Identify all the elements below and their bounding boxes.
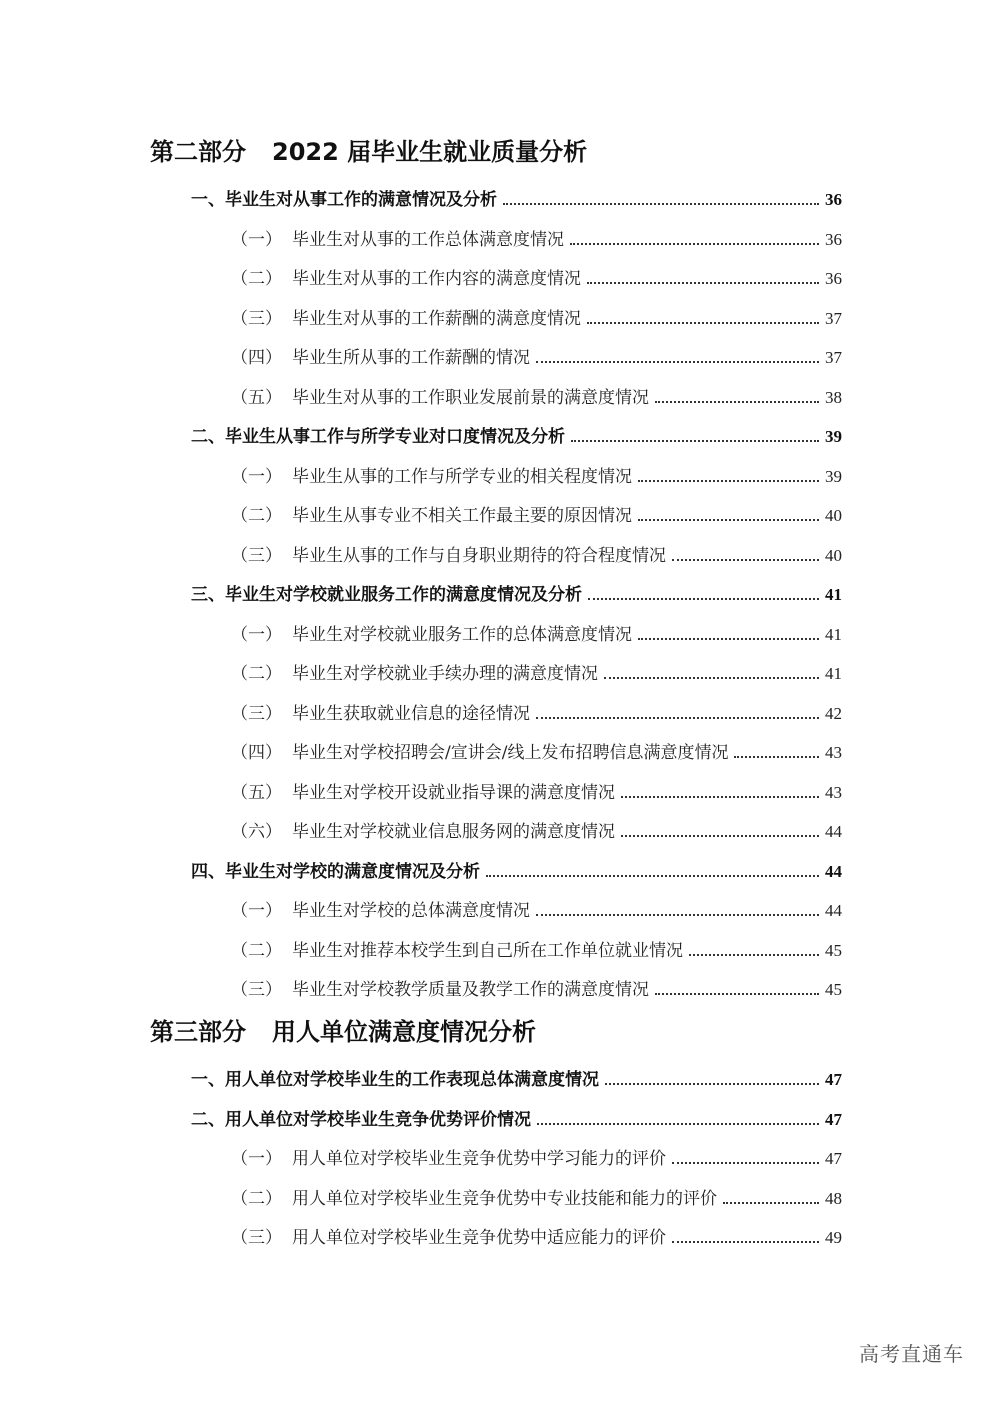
toc-entry-number: （四） [231, 348, 282, 368]
toc-entry-text: 毕业生对学校就业信息服务网的满意度情况 [292, 822, 615, 842]
part2-number: 第二部分 [150, 138, 246, 166]
toc-page-number: 49 [825, 1228, 842, 1247]
toc-page-number: 47 [825, 1070, 842, 1089]
part3-title: 用人单位满意度情况分析 [272, 1018, 536, 1046]
toc-subsection-entry[interactable] [231, 265, 842, 289]
toc-entry-text: 用人单位对学校毕业生的工作表现总体满意度情况 [225, 1070, 599, 1090]
toc-leader-dots [621, 796, 819, 798]
toc-subsection-entry[interactable] [231, 976, 842, 1000]
toc-entry-number: （一） [231, 466, 282, 487]
toc-section-entry[interactable] [191, 186, 842, 210]
toc-leader-dots [536, 361, 819, 363]
toc-entry-number: （五） [231, 782, 282, 803]
toc-page-number: 39 [825, 427, 842, 446]
toc-leader-dots [571, 440, 819, 442]
toc-entry-number: （一） [231, 1149, 282, 1169]
toc-page-number: 38 [825, 387, 842, 407]
toc-entry-title [231, 659, 598, 684]
toc-entry-number: （三） [231, 308, 282, 329]
toc-entry-number: 一、 [191, 190, 225, 210]
toc-entry-number: （一） [231, 624, 282, 645]
toc-page-number: 36 [825, 190, 842, 209]
toc-entry-title [231, 620, 632, 645]
toc-entry-title [231, 383, 649, 408]
toc-entry-number: （二） [231, 664, 282, 684]
toc-leader-dots [734, 756, 819, 758]
toc-entry-title [231, 1223, 666, 1248]
toc-page-number: 36 [825, 269, 842, 288]
toc-entry-title [231, 462, 632, 487]
toc-entry-number: （一） [231, 901, 282, 921]
toc-page-number: 45 [825, 940, 842, 960]
toc-entry-title [231, 817, 615, 842]
toc-entry-title [231, 738, 728, 763]
toc-entry-title [231, 1184, 717, 1209]
toc-entry-text: 毕业生从事专业不相关工作最主要的原因情况 [292, 506, 632, 526]
part2-heading [150, 132, 587, 167]
toc-page-number: 47 [825, 1149, 842, 1168]
toc-entry-title [231, 1144, 666, 1169]
toc-leader-dots [570, 243, 819, 245]
toc-page-number: 47 [825, 1109, 842, 1129]
toc-leader-dots [689, 954, 819, 956]
toc-entry-number: （三） [231, 1228, 282, 1248]
toc-entry-text: 毕业生获取就业信息的途径情况 [292, 703, 530, 724]
toc-leader-dots [536, 914, 819, 916]
toc-entry-text: 毕业生对学校就业服务工作的总体满意度情况 [292, 624, 632, 645]
part2-title: 2022 届毕业生就业质量分析 [272, 138, 588, 166]
toc-entry-title [231, 225, 564, 250]
toc-entry-number: 三、 [191, 585, 225, 605]
toc-entry-number: 二、 [191, 427, 225, 447]
toc-page-number: 37 [825, 308, 842, 328]
toc-entry-number: （二） [231, 269, 282, 289]
toc-entry-text: 毕业生对从事的工作内容的满意度情况 [292, 269, 581, 289]
toc-leader-dots [536, 717, 819, 719]
toc-subsection-entry[interactable] [231, 463, 842, 487]
toc-entry-title [231, 541, 666, 566]
toc-leader-dots [486, 875, 819, 877]
toc-entry-number: 二、 [191, 1109, 225, 1130]
toc-entry-text: 毕业生对学校的总体满意度情况 [292, 901, 530, 921]
toc-subsection-entry[interactable] [231, 779, 842, 803]
toc-entry-title [191, 422, 565, 447]
toc-entry-number: （三） [231, 980, 282, 1000]
toc-subsection-entry[interactable] [231, 897, 842, 921]
toc-entry-number: （二） [231, 940, 282, 961]
toc-entry-title [191, 857, 480, 882]
toc-subsection-entry[interactable] [231, 1145, 842, 1169]
part3-heading [150, 1012, 536, 1047]
toc-subsection-entry[interactable] [231, 226, 842, 250]
watermark-text: 高考直通车 [859, 1342, 964, 1366]
toc-leader-dots [638, 480, 819, 482]
toc-page-number: 48 [825, 1188, 842, 1208]
toc-page-number: 43 [825, 743, 842, 762]
toc-subsection-entry[interactable] [231, 384, 842, 408]
toc-entry-title [191, 185, 497, 210]
toc-page-number: 39 [825, 466, 842, 486]
toc-entry-title [231, 699, 530, 724]
toc-leader-dots [588, 598, 819, 600]
toc-entry-number: （五） [231, 387, 282, 408]
toc-section-entry[interactable] [191, 858, 842, 882]
toc-entry-title [231, 778, 615, 803]
toc-entry-text: 毕业生对学校招聘会/宣讲会/线上发布招聘信息满意度情况 [292, 743, 729, 763]
toc-entry-text: 毕业生对推荐本校学生到自己所在工作单位就业情况 [292, 940, 683, 961]
toc-leader-dots [655, 401, 819, 403]
toc-section-entry[interactable] [191, 1066, 842, 1090]
toc-entry-title [231, 975, 649, 1000]
toc-subsection-entry[interactable] [231, 542, 842, 566]
toc-entry-title [191, 1105, 531, 1130]
toc-entry-number: 一、 [191, 1070, 225, 1090]
toc-entry-text: 用人单位对学校毕业生竞争优势中适应能力的评价 [292, 1228, 666, 1248]
toc-entry-title [231, 501, 632, 526]
toc-entry-title [231, 936, 683, 961]
toc-entry-text: 毕业生对从事工作的满意情况及分析 [225, 190, 497, 210]
toc-entry-text: 毕业生从事的工作与自身职业期待的符合程度情况 [292, 545, 666, 566]
toc-page-number: 42 [825, 703, 842, 723]
toc-leader-dots [537, 1123, 819, 1125]
toc-entry-text: 用人单位对学校毕业生竞争优势中学习能力的评价 [292, 1149, 666, 1169]
toc-page-number: 44 [825, 822, 842, 841]
toc-page-number: 40 [825, 506, 842, 525]
toc-entry-text: 毕业生对学校就业服务工作的满意度情况及分析 [225, 585, 582, 605]
toc-subsection-entry[interactable] [231, 621, 842, 645]
toc-leader-dots [587, 282, 819, 284]
toc-leader-dots [655, 993, 819, 995]
toc-subsection-entry[interactable] [231, 1185, 842, 1209]
toc-entry-text: 用人单位对学校毕业生竞争优势评价情况 [225, 1109, 531, 1130]
toc-leader-dots [604, 677, 819, 679]
toc-subsection-entry[interactable] [231, 1224, 842, 1248]
toc-entry-text: 毕业生所从事的工作薪酬的情况 [292, 348, 530, 368]
toc-leader-dots [503, 203, 819, 205]
toc-entry-number: 四、 [191, 861, 225, 882]
toc-entry-number: （三） [231, 703, 282, 724]
toc-entry-text: 毕业生从事工作与所学专业对口度情况及分析 [225, 427, 565, 447]
toc-page-number: 36 [825, 229, 842, 249]
toc-entry-text: 毕业生对从事的工作薪酬的满意度情况 [292, 308, 581, 329]
toc-leader-dots [672, 559, 819, 561]
toc-entry-text: 毕业生对从事的工作总体满意度情况 [292, 229, 564, 250]
toc-subsection-entry[interactable] [231, 937, 842, 961]
toc-leader-dots [638, 519, 819, 521]
toc-entry-number: （三） [231, 545, 282, 566]
toc-section-entry[interactable] [191, 423, 842, 447]
toc-leader-dots [638, 638, 819, 640]
toc-page-number: 45 [825, 980, 842, 999]
toc-page-number: 37 [825, 348, 842, 367]
toc-entry-number: （二） [231, 1188, 282, 1209]
toc-entry-title [231, 304, 581, 329]
toc-page-number: 40 [825, 545, 842, 565]
toc-leader-dots [723, 1202, 819, 1204]
toc-subsection-entry[interactable] [231, 660, 842, 684]
toc-leader-dots [672, 1241, 819, 1243]
toc-subsection-entry[interactable] [231, 739, 842, 763]
toc-entry-title [191, 1065, 599, 1090]
toc-entry-text: 毕业生对从事的工作职业发展前景的满意度情况 [292, 387, 649, 408]
toc-leader-dots [605, 1083, 819, 1085]
toc-page-number: 44 [825, 901, 842, 920]
toc-entry-title [231, 264, 581, 289]
toc-leader-dots [587, 322, 819, 324]
toc-subsection-entry[interactable] [231, 700, 842, 724]
toc-entry-text: 毕业生对学校的满意度情况及分析 [225, 861, 480, 882]
toc-subsection-entry[interactable] [231, 305, 842, 329]
toc-entry-title [191, 580, 582, 605]
toc-entry-number: （六） [231, 822, 282, 842]
toc-entry-number: （二） [231, 506, 282, 526]
toc-entry-text: 毕业生对学校就业手续办理的满意度情况 [292, 664, 598, 684]
toc-entry-text: 毕业生对学校教学质量及教学工作的满意度情况 [292, 980, 649, 1000]
toc-leader-dots [672, 1162, 819, 1164]
toc-leader-dots [621, 835, 819, 837]
toc-entry-title [231, 896, 530, 921]
toc-entry-text: 用人单位对学校毕业生竞争优势中专业技能和能力的评价 [292, 1188, 717, 1209]
toc-entry-text: 毕业生对学校开设就业指导课的满意度情况 [292, 782, 615, 803]
toc-page-number: 41 [825, 585, 842, 604]
toc-entry-number: （一） [231, 229, 282, 250]
toc-subsection-entry[interactable] [231, 818, 842, 842]
toc-entry-title [231, 343, 530, 368]
toc-subsection-entry[interactable] [231, 344, 842, 368]
toc-entry-text: 毕业生从事的工作与所学专业的相关程度情况 [292, 466, 632, 487]
toc-section-entry[interactable] [191, 581, 842, 605]
toc-subsection-entry[interactable] [231, 502, 842, 526]
toc-page-number: 44 [825, 861, 842, 881]
toc-entry-number: （四） [231, 743, 282, 763]
toc-page-number: 41 [825, 624, 842, 644]
toc-page-number: 43 [825, 782, 842, 802]
toc-section-entry[interactable] [191, 1106, 842, 1130]
part3-number: 第三部分 [150, 1018, 246, 1046]
toc-page-number: 41 [825, 664, 842, 683]
